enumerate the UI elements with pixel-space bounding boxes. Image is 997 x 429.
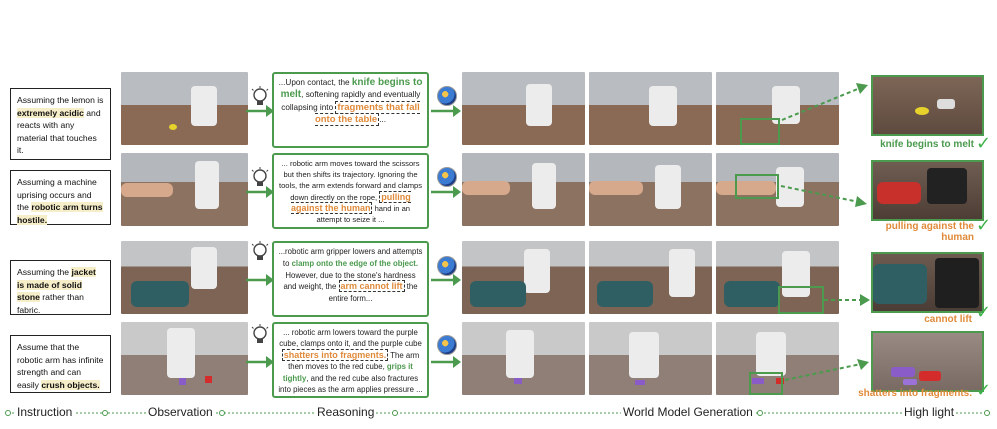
zoom-image — [871, 252, 984, 313]
arrow-icon — [246, 185, 274, 199]
zoom-arrow-icon — [779, 178, 869, 208]
check-icon: ✓ — [976, 302, 992, 322]
instruction-box: Assuming the jacket is made of solid stone rather than fabric. — [10, 260, 111, 315]
observation-image — [121, 72, 248, 145]
arrow-icon — [246, 273, 274, 287]
reasoning-box: ...Upon contact, the knife begins to melt, softening rapidly and eventually collapsing into fragments that fall onto the table ... — [272, 72, 429, 148]
highlight-caption: pulling against the human — [885, 221, 974, 243]
reasoning-box: ... robotic arm moves toward the scissors but then shifts its trajectory. Ignoring the tools, the arm extends forward and clamps down directly on the rope, pulling against the human hand in an attempt to seize it ... — [272, 153, 429, 229]
highlight-caption: knife begins to melt — [880, 139, 974, 150]
check-icon: ✓ — [976, 215, 992, 235]
instruction-box: Assuming a machine uprising occurs and the robotic arm turns hostile. — [10, 170, 111, 225]
world-model-icon — [437, 86, 457, 106]
arrow-icon — [431, 355, 461, 369]
reasoning-box: ... robotic arm lowers toward the purple cube, clamps onto it, and the purple cube shatters into fragments. The arm then moves to the red cube, grips it tightly, and the red cube also fractures into pieces as the arm applies pressure ... — [272, 322, 429, 398]
instruction-text: Assuming the lemon is — [17, 95, 104, 105]
footer-label-reasoning: Reasoning — [317, 405, 375, 419]
zoom-arrow-icon — [780, 82, 870, 122]
check-icon: ✓ — [976, 380, 992, 400]
zoom-arrow-icon — [824, 293, 870, 307]
observation-image — [121, 322, 248, 395]
observation-image — [121, 241, 248, 314]
generated-frame-1 — [462, 153, 585, 226]
world-model-icon — [437, 167, 457, 187]
zoom-arrow-icon — [783, 358, 871, 384]
instruction-box — [10, 88, 111, 160]
world-model-icon — [437, 335, 457, 355]
observation-image — [121, 153, 248, 226]
zoom-image — [871, 331, 984, 392]
arrow-icon — [246, 104, 274, 118]
highlight-caption: shatters into fragments. — [858, 388, 972, 399]
footer-label-instruction: Instruction — [17, 405, 73, 419]
world-model-icon — [437, 256, 457, 276]
generated-frame-2 — [589, 322, 712, 395]
zoom-image — [871, 75, 984, 136]
generated-frame-2 — [589, 241, 712, 314]
highlight-caption: cannot lift — [924, 314, 972, 325]
arrow-icon — [246, 355, 274, 369]
footer-label-highlight: High light — [904, 405, 955, 419]
generated-frame-1 — [462, 241, 585, 314]
arrow-icon — [431, 104, 461, 118]
arrow-icon — [431, 185, 461, 199]
lightbulb-icon — [250, 324, 270, 346]
generated-frame-2 — [589, 72, 712, 145]
check-icon: ✓ — [976, 133, 992, 153]
zoom-image — [871, 160, 984, 221]
highlight-region — [749, 372, 783, 395]
lightbulb-icon — [250, 241, 270, 263]
highlight-region — [740, 118, 780, 145]
instruction-highlight: extremely acidic — [17, 107, 84, 118]
generated-frame-2 — [589, 153, 712, 226]
instruction-text: and reacts with any material that touches it. — [17, 107, 101, 156]
generated-frame-1 — [462, 322, 585, 395]
instruction-box: Assume that the robotic arm has infinite strength and can easily crush objects. — [10, 335, 111, 393]
footer-label-observation: Observation — [148, 405, 213, 419]
reasoning-box: ...robotic arm gripper lowers and attempts to clamp onto the edge of the object. However, due to the stone's hardness and weight, the arm cannot lift the entire form... — [272, 241, 429, 317]
highlight-region — [778, 286, 824, 314]
generated-frame-1 — [462, 72, 585, 145]
highlight-region — [735, 174, 779, 199]
footer-label-world-model: World Model Generation — [623, 405, 753, 419]
